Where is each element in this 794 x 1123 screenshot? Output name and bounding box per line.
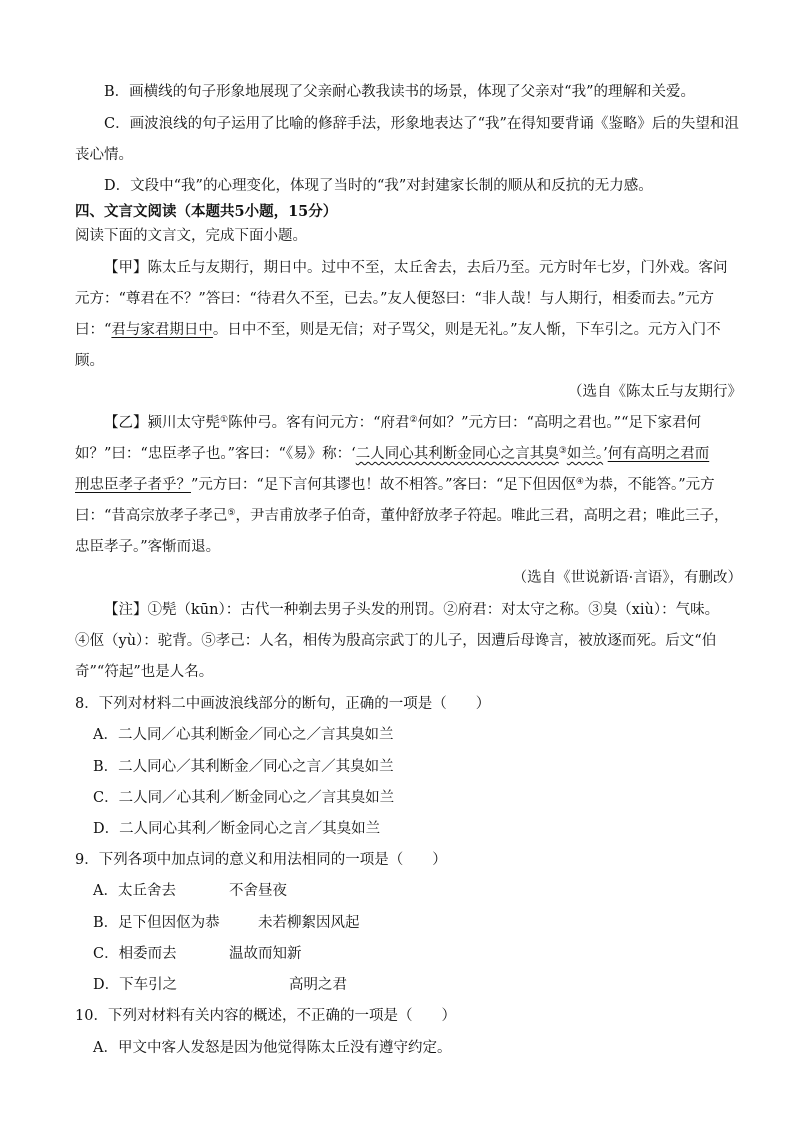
q9-option-b: B．足下但因伛为恭	[93, 915, 220, 931]
yi-line-1: 【乙】颍川太守髡①陈仲弓。客有问元方：“府君②何如？”元方曰：“高明之君也。”“足下家君何	[104, 415, 701, 431]
q10-option-a: A．甲文中客人发怒是因为他觉得陈太丘没有遵守约定。	[93, 1040, 452, 1056]
q9-option-b-pair: 未若柳絮因风起	[258, 915, 360, 931]
yi-line-3: 刑忠臣孝子者乎？”元方曰：“足下言何其谬也！故不相答。”客曰：“足下但因伛④为恭，不能答。”元方	[75, 477, 715, 493]
yi-line-2: 如？”曰：“忠臣孝子也。”客曰：“《易》称：‘二人同心其利断金同心之言其臭③如兰。’何有高明之君而	[75, 446, 710, 462]
section-title: 四、文言文阅读（本题共5小题，15分）	[75, 203, 338, 220]
yi-source: （选自《世说新语·言语》，有删改）	[512, 570, 742, 586]
q9-option-c: C．相委而去	[93, 946, 177, 962]
jia-line-2: 元方：“尊君在不？”答曰：“待君久不至，已去。”友人便怒曰：“非人哉！与人期行，相委而去。”元方	[75, 291, 714, 307]
q8-option-b: B．二人同心／其利断金／同心之言／其臭如兰	[93, 759, 394, 775]
q10-stem: 10．下列对材料有关内容的概述，不正确的一项是（ ）	[75, 1008, 456, 1024]
q7-option-b: B．画横线的句子形象地展现了父亲耐心教我读书的场景，体现了父亲对“我”的理解和关爱。	[104, 84, 695, 100]
jia-source: （选自《陈太丘与友期行》	[568, 384, 742, 400]
q9-option-a-pair: 不舍昼夜	[229, 883, 287, 899]
q8-option-c: C．二人同／心其利／断金同心之／言其臭如兰	[93, 790, 395, 806]
q7-option-c-line2: 丧心情。	[75, 147, 133, 163]
jia-underlined-sentence: 君与家君期日中	[111, 322, 213, 338]
yi-wavy-phrase: 二人同心其利断金同心之言其臭	[355, 446, 559, 462]
q9-option-a: A．太丘舍去	[93, 883, 176, 899]
q7-option-d: D．文段中“我”的心理变化，体现了当时的“我”对封建家长制的顺从和反抗的无力感。	[104, 178, 653, 194]
notes-line-2: ④伛（yù）：驼背。⑤孝己：人名，相传为殷高宗武丁的儿子，因遭后母谗言，被放逐而死。后文“伯	[75, 633, 717, 649]
section-intro: 阅读下面的文言文，完成下面小题。	[75, 228, 307, 244]
yi-line-4: 曰：“昔高宗放孝子孝己⑤，尹吉甫放孝子伯奇，董仲舒放孝子符起。唯此三君，高明之君；唯此三子，	[75, 508, 729, 524]
jia-line-1: 【甲】陈太丘与友期行，期日中。过中不至，太丘舍去，去后乃至。元方时年七岁，门外戏。客问	[104, 260, 728, 276]
q7-option-c-line1: C．画波浪线的句子运用了比喻的修辞手法，形象地表达了“我”在得知要背诵《鉴略》后的失望和沮	[104, 116, 739, 132]
q9-option-d: D．下车引之	[93, 977, 178, 993]
q8-option-d: D．二人同心其利／断金同心之言／其臭如兰	[93, 821, 381, 837]
yi-underlined-sentence: 何有高明之君而	[607, 446, 710, 462]
q8-stem: 8．下列对材料二中画波浪线部分的断句，正确的一项是（ ）	[75, 696, 491, 712]
q9-option-c-pair: 温故而知新	[229, 946, 302, 962]
yi-line-5: 忠臣孝子。”客惭而退。	[75, 539, 221, 555]
notes-line-1: 【注】①髡（kūn）：古代一种剃去男子头发的刑罚。②府君：对太守之称。③臭（xiù）：气味。	[104, 602, 720, 618]
q8-option-a: A．二人同／心其利断金／同心之／言其臭如兰	[93, 727, 394, 743]
jia-line-3: 曰：“君与家君期日中。日中不至，则是无信；对子骂父，则是无礼。”友人惭，下车引之。元方入门不	[75, 322, 721, 338]
q9-option-d-pair: 高明之君	[289, 977, 347, 993]
notes-line-3: 奇”“符起”也是人名。	[75, 664, 214, 680]
jia-line-4: 顾。	[75, 353, 104, 369]
q9-stem: 9．下列各项中加点词的意义和用法相同的一项是（ ）	[75, 852, 447, 868]
